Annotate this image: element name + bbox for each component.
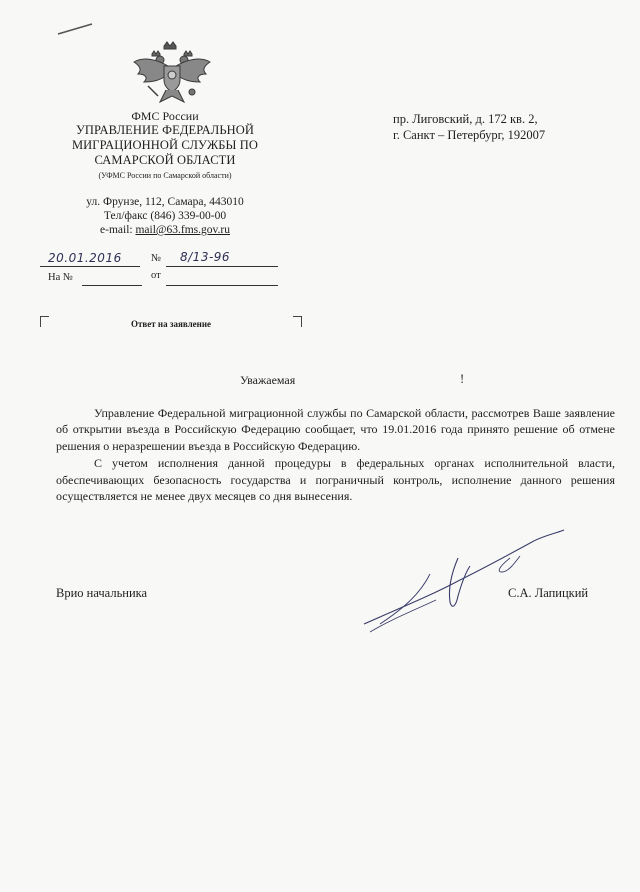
signatory-name: С.А. Лапицкий	[508, 586, 589, 600]
org-name-line-2: МИГРАЦИОННОЙ СЛУЖБЫ ПО	[71, 138, 259, 152]
organization-block	[40, 109, 290, 182]
email-link[interactable]: mail@63.fms.gov.ru	[135, 224, 230, 236]
handwritten-signature	[360, 528, 570, 638]
coat-of-arms-emblem-icon	[130, 40, 214, 110]
ot-label: от	[151, 270, 161, 281]
na-label: На №	[48, 272, 73, 283]
signatory-title: Врио начальника	[56, 586, 148, 600]
org-name-line-3: САМАРСКОЙ ОБЛАСТИ	[94, 153, 236, 167]
org-address: ул. Фрунзе, 112, Самара, 443010	[86, 196, 244, 208]
number-underline	[166, 266, 278, 267]
org-short-name: (УФМС России по Самарской области)	[98, 171, 232, 180]
handwritten-number: 8/13-96	[180, 250, 231, 264]
body-paragraph-1: Управление Федеральной миграционной службы по Самарской области, рассмотрев Ваше заявление об открытии въезда в Российскую Федерацию сообщает, что 19.01.2016 года принято решение об отмене решения о неразрешении въезда в Российскую Федерацию.	[56, 406, 615, 453]
recipient-address	[393, 111, 545, 143]
letter-body	[56, 405, 615, 504]
org-name-line-1: УПРАВЛЕНИЕ ФЕДЕРАЛЬНОЙ	[75, 123, 255, 137]
org-email-row	[40, 223, 290, 237]
number-sign: №	[151, 253, 162, 264]
subject-line: Ответ на заявление	[130, 319, 212, 329]
scan-mark	[56, 22, 94, 36]
na-underline	[82, 285, 142, 286]
org-phone: Тел/факс (846) 339-00-00	[103, 210, 227, 222]
organization-contacts	[40, 195, 290, 237]
handwritten-date: 20.01.2016	[48, 251, 122, 265]
recipient-line-2: г. Санкт – Петербург, 192007	[393, 128, 546, 142]
body-paragraph-2: С учетом исполнения данной процедуры в федеральных органах исполнительной власти, обеспечивающих безопасность государства и пограничный контроль, исполнение данного решения осуществляется не менее двух месяцев со дня вынесения.	[56, 456, 615, 504]
ministry-name: ФМС России	[131, 109, 199, 123]
ot-underline	[166, 285, 278, 286]
greeting-exclamation: !	[460, 372, 465, 386]
greeting: Уважаемая	[240, 373, 296, 387]
recipient-line-1: пр. Лиговский, д. 172 кв. 2,	[393, 112, 538, 126]
date-underline	[40, 266, 140, 267]
email-label: e-mail:	[100, 224, 136, 236]
